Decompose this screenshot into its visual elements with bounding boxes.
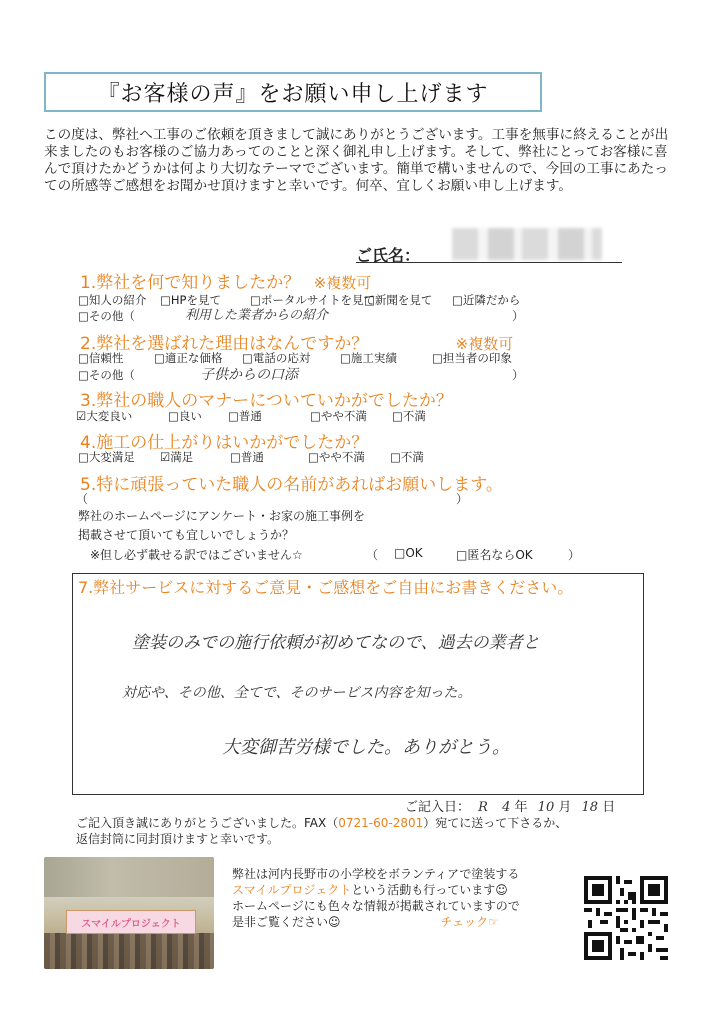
smile-line4	[232, 914, 572, 930]
q3-option-1[interactable]: ☑大変良い	[76, 409, 133, 423]
q6-line1: 弊社のホームページにアンケート・お家の施工事例を	[78, 509, 366, 523]
q4-option-2[interactable]: ☑満足	[160, 450, 194, 464]
q7-title: 7.弊社サービスに対するご意見・ご感想をご自由にお書きください。	[78, 578, 574, 597]
q2-option-2[interactable]: □適正な価格	[154, 351, 223, 365]
q2-option-4[interactable]: □施工実績	[340, 351, 397, 365]
q3-title: 3.弊社の職人のマナーについていかがでしたか？	[80, 391, 453, 411]
name-underline	[356, 262, 622, 263]
smile-project-name: スマイルプロジェクト	[232, 883, 352, 897]
fax-number: 0721-60-2801	[338, 816, 424, 830]
q2-option-5[interactable]: □担当者の印象	[432, 351, 512, 365]
q5-open: （	[76, 492, 89, 506]
q6-line3: ※但し必ず載せる訳ではございません☆	[90, 548, 303, 562]
q1-option-2[interactable]: □HPを見て	[160, 293, 221, 307]
q1-note: ※複数可	[313, 274, 372, 292]
q7-answer-line2: 対応や、その他、全てで、そのサービス内容を知った。	[122, 685, 472, 701]
date-day: 18	[581, 800, 599, 815]
q2-option-3[interactable]: □電話の応対	[242, 351, 311, 365]
date-month-unit: 月	[558, 800, 572, 815]
q4-option-5[interactable]: □不満	[390, 450, 424, 464]
q3-option-3[interactable]: □普通	[228, 409, 262, 423]
footer-line1-pre: ご記入頂き誠にありがとうございました。FAX（	[76, 816, 339, 830]
q3-option-2[interactable]: □良い	[168, 409, 202, 423]
qr-code-icon[interactable]	[584, 876, 668, 960]
photo-people	[44, 933, 214, 969]
smile-line2	[232, 882, 572, 898]
q6-ok[interactable]: □OK	[394, 546, 423, 560]
q2-other-label[interactable]: □その他（	[78, 368, 135, 382]
footer-text	[76, 815, 676, 847]
q4-title: 4.施工の仕上がりはいかがでしたか？	[80, 433, 369, 453]
smile-project-photo	[44, 857, 214, 969]
q6-close: ）	[568, 548, 581, 562]
q1-option-4[interactable]: □新聞を見て	[364, 293, 433, 307]
q5-title: 5.特に頑張っていた職人の名前があればお願いします。	[80, 475, 503, 495]
name-label: ご氏名：	[356, 246, 421, 265]
q4-option-1[interactable]: □大変満足	[78, 450, 135, 464]
q4-option-3[interactable]: □普通	[230, 450, 264, 464]
date-year: 4	[502, 800, 511, 815]
date-month: 10	[537, 800, 555, 815]
q5-close: ）	[456, 492, 469, 506]
q3-option-4[interactable]: □やや不満	[310, 409, 367, 423]
q1-title-text: 1.弊社を何で知りましたか？	[80, 273, 301, 293]
date-label: ご記入日：	[405, 800, 471, 815]
date-row	[405, 796, 615, 815]
page-title: 『お客様の声』をお願い申し上げます	[44, 72, 542, 112]
q1-other-answer: 利用した業者からの紹介	[185, 308, 329, 323]
q3-option-5[interactable]: □不満	[392, 409, 426, 423]
smile-line4-text: 是非ご覧ください☺	[232, 915, 341, 929]
photo-background	[44, 857, 214, 897]
q1-title	[80, 268, 371, 293]
footer-line1-post: ）宛てに送って下さるか、	[423, 816, 568, 830]
q1-option-5[interactable]: □近隣だから	[452, 293, 521, 307]
q2-option-1[interactable]: □信頼性	[78, 351, 124, 365]
date-day-unit: 日	[602, 800, 616, 815]
q6-anon-ok[interactable]: □匿名ならOK	[456, 548, 533, 562]
photo-banner: スマイルプロジェクト	[66, 910, 196, 934]
footer-line2: 返信封筒に同封頂けますと幸いです。	[76, 832, 280, 846]
date-era: R	[478, 800, 488, 815]
smile-line1: 弊社は河内長野市の小学校をボランティアで塗装する	[232, 867, 520, 881]
q1-option-1[interactable]: □知人の紹介	[78, 293, 147, 307]
q2-other-answer: 子供からの口添	[200, 367, 298, 383]
date-year-unit: 年	[514, 800, 528, 815]
q1-option-3[interactable]: □ポータルサイトを見て	[250, 293, 376, 307]
smile-project-text	[232, 866, 572, 930]
q4-option-4[interactable]: □やや不満	[308, 450, 365, 464]
q1-other-label[interactable]: □その他（	[78, 309, 135, 323]
q2-note: ※複数可	[455, 335, 514, 353]
name-redacted	[452, 228, 602, 260]
smile-line2-rest: という活動も行っています☺	[351, 883, 508, 897]
q6-line2: 掲載させて頂いても宜しいでしょうか？	[78, 528, 295, 542]
intro-text: この度は、弊社へ工事のご依頼を頂きまして誠にありがとうございます。工事を無事に終えることが出来ましたのもお客様のご協力あってのことと深く御礼申し上げます。そして、弊社にとってお客様に喜んで頂けたかどうかは何より大切なテーマでございます。簡単で構いませんので、今回の工事にあたっての所感等ご感想をお聞かせ頂けますと幸いです。何卒、宜しくお願い申し上げます。	[44, 127, 669, 194]
q1-other-close: ）	[512, 309, 525, 323]
q6-open: （	[366, 548, 379, 562]
smile-line3: ホームページにも色々な情報が掲載されていますので	[232, 899, 520, 913]
q2-title-text: 2.弊社を選ばれた理由はなんですか？	[80, 334, 369, 354]
check-link[interactable]: チェック☞	[440, 915, 499, 929]
q2-other-close: ）	[512, 368, 525, 382]
q7-answer-line1: 塗装のみでの施行依頼が初めてなので、過去の業者と	[132, 633, 540, 653]
footer-line1	[76, 815, 676, 831]
q7-answer-line3: 大変御苦労様でした。ありがとう。	[222, 737, 510, 758]
